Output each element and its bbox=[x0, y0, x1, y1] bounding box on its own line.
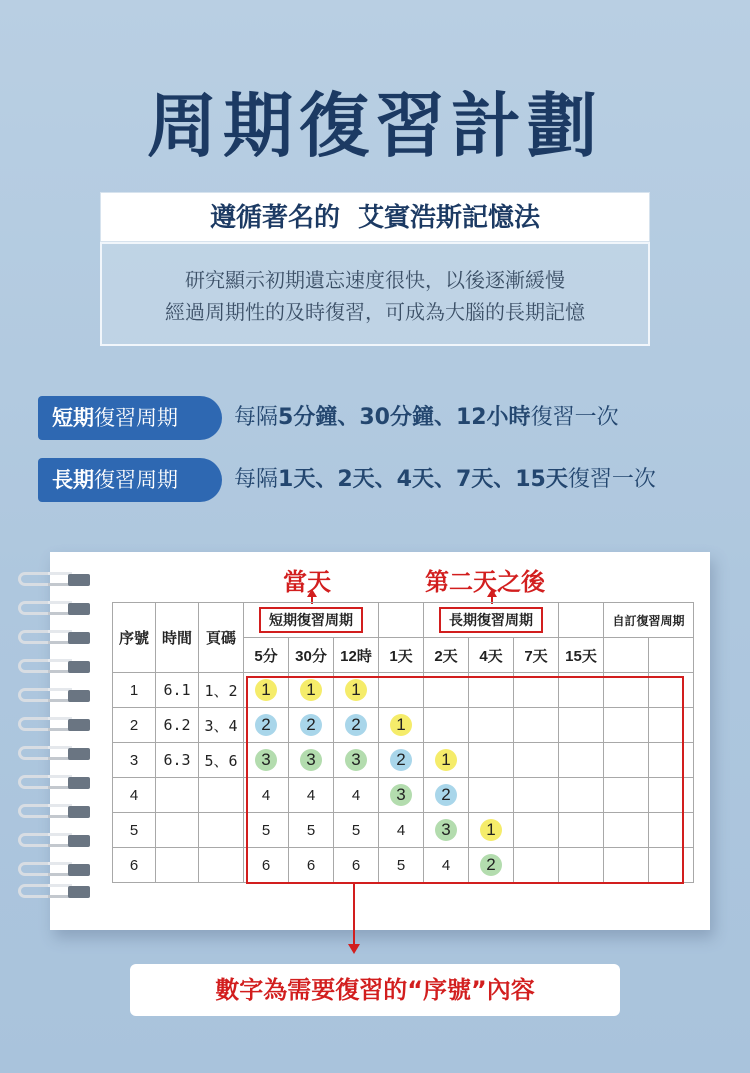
review-badge: 1 bbox=[255, 679, 277, 701]
review-badge: 1 bbox=[435, 749, 457, 771]
short-cycle-label-rest: 復習周期 bbox=[94, 406, 178, 430]
review-number: 4 bbox=[351, 786, 361, 804]
bottom-note-text: 數字為需要復習的“序號”內容 bbox=[215, 976, 535, 1004]
spiral-ring bbox=[18, 688, 90, 708]
spiral-ring bbox=[18, 833, 90, 853]
custom-interval-header bbox=[604, 638, 649, 673]
review-number: 5 bbox=[396, 856, 406, 874]
spiral-ring bbox=[18, 804, 90, 824]
review-area-highlight bbox=[246, 676, 684, 884]
header-custom-group: 自訂復習周期 bbox=[604, 603, 694, 638]
interval-header: 5分 bbox=[244, 638, 289, 673]
short-cycle-desc-post: 復習一次 bbox=[530, 405, 619, 430]
spiral-ring bbox=[18, 862, 90, 882]
long-cycle-label-rest: 復習周期 bbox=[94, 468, 178, 492]
review-badge: 2 bbox=[255, 714, 277, 736]
bottom-note bbox=[130, 964, 620, 1016]
custom-interval-header bbox=[649, 638, 694, 673]
bottom-note-arrow bbox=[348, 944, 360, 954]
short-cycle-desc-bold: 5分鐘、30分鐘、12小時 bbox=[278, 405, 531, 430]
review-number: 5 bbox=[351, 821, 361, 839]
row-time bbox=[156, 778, 199, 813]
short-cycle-desc-pre: 每隔 bbox=[234, 405, 279, 430]
interval-header: 30分 bbox=[289, 638, 334, 673]
row-time bbox=[156, 848, 199, 883]
interval-header: 7天 bbox=[514, 638, 559, 673]
interval-header: 1天 bbox=[379, 638, 424, 673]
long-cycle-label bbox=[38, 458, 222, 502]
row-page bbox=[199, 813, 244, 848]
short-group-label: 短期復習周期 bbox=[259, 607, 363, 633]
review-number: 6 bbox=[351, 856, 361, 874]
long-cycle-description bbox=[234, 458, 656, 502]
spiral-ring bbox=[18, 572, 90, 592]
review-badge: 1 bbox=[345, 679, 367, 701]
review-number: 4 bbox=[441, 856, 451, 874]
review-badge: 3 bbox=[390, 784, 412, 806]
interval-header: 2天 bbox=[424, 638, 469, 673]
spiral-ring bbox=[18, 659, 90, 679]
long-cycle-desc-post: 復習一次 bbox=[567, 467, 656, 492]
spiral-ring bbox=[18, 630, 90, 650]
review-number: 6 bbox=[261, 856, 271, 874]
page-title: 周期復習計劃 bbox=[147, 84, 603, 167]
header-seq: 序號 bbox=[113, 603, 156, 673]
review-number: 4 bbox=[261, 786, 271, 804]
row-time: 6.2 bbox=[156, 708, 199, 743]
review-badge: 2 bbox=[345, 714, 367, 736]
review-number: 5 bbox=[261, 821, 271, 839]
review-badge: 1 bbox=[390, 714, 412, 736]
review-badge: 2 bbox=[435, 784, 457, 806]
spiral-ring bbox=[18, 717, 90, 737]
subtitle-box bbox=[100, 192, 650, 242]
header-spacer bbox=[559, 603, 604, 638]
long-cycle-desc-pre: 每隔 bbox=[234, 467, 279, 492]
row-seq: 3 bbox=[113, 743, 156, 778]
row-page bbox=[199, 778, 244, 813]
spiral-binding bbox=[18, 572, 98, 912]
row-seq: 6 bbox=[113, 848, 156, 883]
bottom-note-arrow-line bbox=[353, 884, 355, 946]
description-line-2: 經過周期性的及時復習，可成為大腦的長期記憶 bbox=[165, 300, 585, 324]
long-cycle-desc-bold: 1天、2天、4天、7天、15天 bbox=[278, 467, 568, 492]
header-page: 頁碼 bbox=[199, 603, 244, 673]
same-day-label: 當天 bbox=[283, 568, 331, 596]
review-number: 4 bbox=[306, 786, 316, 804]
interval-header: 4天 bbox=[469, 638, 514, 673]
row-page: 1、2 bbox=[199, 673, 244, 708]
header-long-group bbox=[424, 603, 559, 638]
spiral-ring bbox=[18, 884, 90, 904]
header-short-group bbox=[244, 603, 379, 638]
spiral-ring bbox=[18, 775, 90, 795]
row-seq: 5 bbox=[113, 813, 156, 848]
spiral-ring bbox=[18, 601, 90, 621]
description-box bbox=[100, 242, 650, 346]
row-seq: 4 bbox=[113, 778, 156, 813]
row-time: 6.1 bbox=[156, 673, 199, 708]
short-cycle-label-bold: 短期 bbox=[52, 406, 94, 430]
review-badge: 2 bbox=[390, 749, 412, 771]
long-group-label: 長期復習周期 bbox=[439, 607, 543, 633]
row-page bbox=[199, 848, 244, 883]
subtitle-text: 遵循著名的 艾賓浩斯記憶法 bbox=[209, 203, 541, 233]
row-page: 3、4 bbox=[199, 708, 244, 743]
row-page: 5、6 bbox=[199, 743, 244, 778]
header-time: 時間 bbox=[156, 603, 199, 673]
row-time bbox=[156, 813, 199, 848]
review-badge: 3 bbox=[345, 749, 367, 771]
spiral-ring bbox=[18, 746, 90, 766]
review-badge: 3 bbox=[255, 749, 277, 771]
interval-header: 12時 bbox=[334, 638, 379, 673]
review-number: 6 bbox=[306, 856, 316, 874]
review-badge: 3 bbox=[435, 819, 457, 841]
row-seq: 1 bbox=[113, 673, 156, 708]
review-badge: 2 bbox=[480, 854, 502, 876]
after-day-two-label: 第二天之後 bbox=[425, 568, 545, 596]
header-spacer bbox=[379, 603, 424, 638]
review-badge: 2 bbox=[300, 714, 322, 736]
short-cycle-description bbox=[234, 396, 619, 440]
short-cycle-label bbox=[38, 396, 222, 440]
interval-header: 15天 bbox=[559, 638, 604, 673]
review-badge: 3 bbox=[300, 749, 322, 771]
review-number: 4 bbox=[396, 821, 406, 839]
description-line-1: 研究顯示初期遺忘速度很快，以後逐漸緩慢 bbox=[185, 268, 565, 292]
long-cycle-label-bold: 長期 bbox=[52, 468, 94, 492]
review-badge: 1 bbox=[480, 819, 502, 841]
review-number: 5 bbox=[306, 821, 316, 839]
row-time: 6.3 bbox=[156, 743, 199, 778]
review-badge: 1 bbox=[300, 679, 322, 701]
row-seq: 2 bbox=[113, 708, 156, 743]
